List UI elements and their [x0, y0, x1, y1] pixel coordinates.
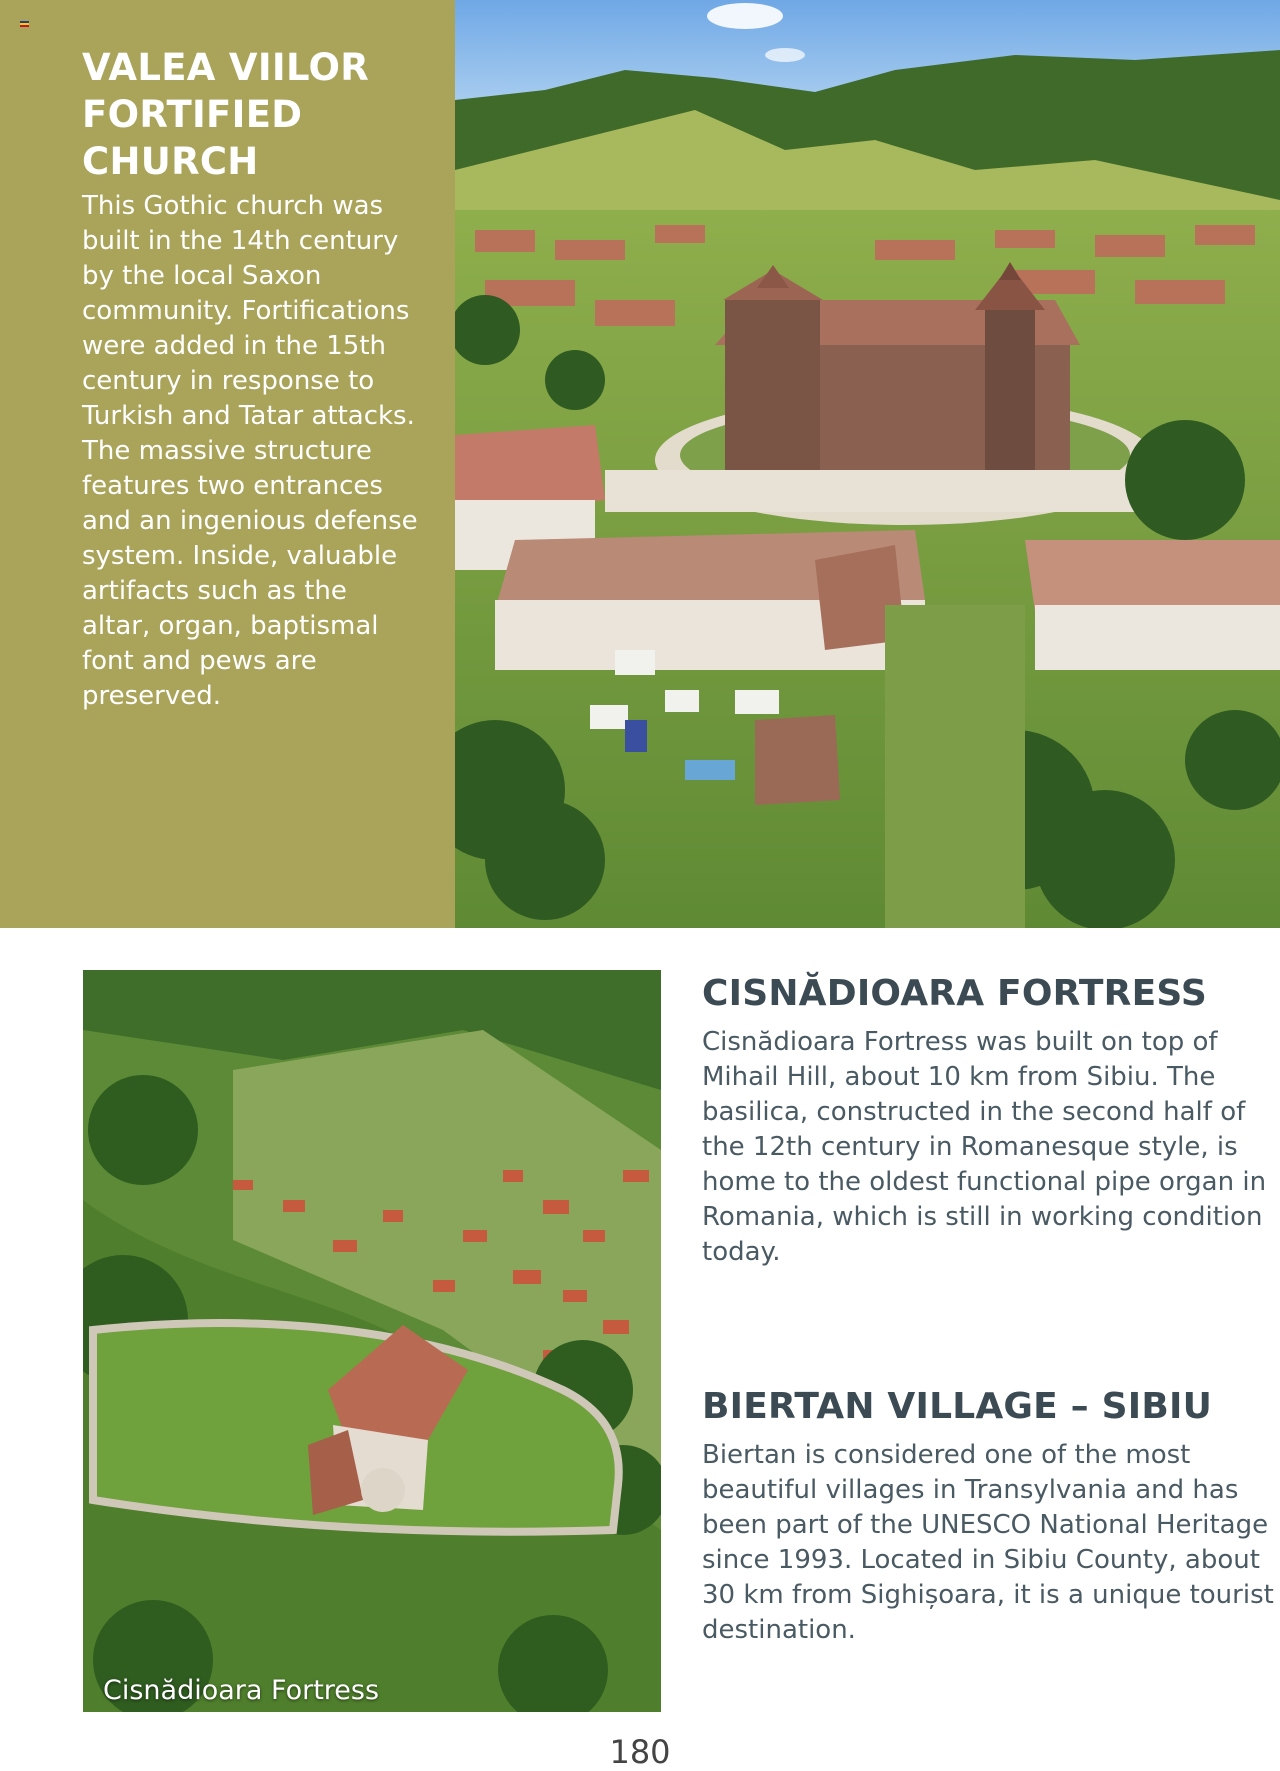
cisnadioara-photo — [83, 970, 661, 1712]
cisnadioara-description: Cisnădioara Fortress was built on top of Mihail Hill, about 10 km from Sibiu. The basilica, constructed in the second half of the 12th century in Romanesque style, is home to the oldest functional pipe organ in Romania, which is still in working condition today. — [702, 1027, 1267, 1267]
flag-icon — [20, 21, 29, 27]
cisnadioara-photo-caption: Cisnădioara Fortress — [103, 1675, 380, 1706]
top-text-panel — [0, 0, 455, 928]
valea-viilor-title: VALEA VIILOR FORTIFIED CHURCH — [82, 46, 370, 183]
biertan-description: Biertan is considered one of the most beautiful villages in Transylvania and has been part of the UNESCO National Heritage since 1993. Located in Sibiu County, about 30 km from Sighișoara, it is a unique tourist destination. — [702, 1440, 1274, 1645]
biertan-title: BIERTAN VILLAGE – SIBIU — [702, 1386, 1213, 1427]
valea-viilor-photo — [455, 0, 1280, 928]
valea-viilor-description: This Gothic church was built in the 14th century by the local Saxon community. Fortifications were added in the 15th century in response to Turkish and Tatar attacks. The massive structure features two entrances and an ingenious defense system. Inside, valuable artifacts such as the altar, organ, baptismal font and pews are preserved. — [82, 191, 418, 711]
page-number: 180 — [609, 1733, 671, 1771]
cisnadioara-title: CISNĂDIOARA FORTRESS — [702, 973, 1208, 1014]
